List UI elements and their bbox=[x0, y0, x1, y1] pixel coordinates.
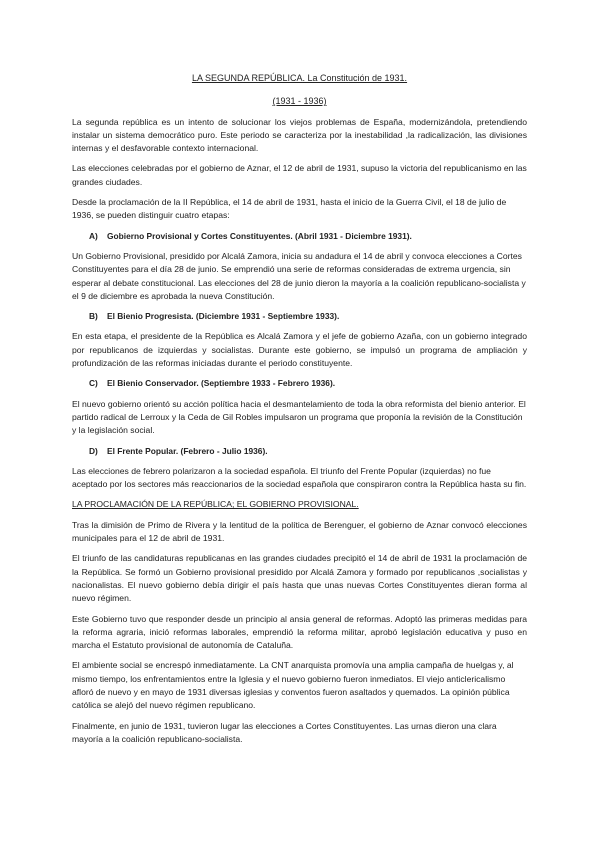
stage-letter: C) bbox=[89, 378, 98, 389]
section-paragraph: Tras la dimisión de Primo de Rivera y la lentitud de la política de Berenguer, el gobierno de Aznar convocó elecciones municipales para el 12 de abril de 1931. bbox=[72, 519, 527, 544]
stage-paragraph: En esta etapa, el presidente de la República es Alcalá Zamora y el jefe de gobierno Azaña, con un gobierno integrado por republicanos de izquierdas y socialistas. Durante este gobierno, se impulsó un programa de ampliación y profundización de las reformas iniciadas durante el periodo constituyente. bbox=[72, 331, 527, 369]
stage-title: Gobierno Provisional y Cortes Constituyentes. (Abril 1931 - Diciembre 1931). bbox=[107, 230, 412, 241]
stage-heading bbox=[72, 445, 527, 458]
stage-title: El Frente Popular. (Febrero - Julio 1936). bbox=[107, 445, 268, 456]
intro-paragraph: Las elecciones celebradas por el gobierno de Aznar, el 12 de abril de 1931, supuso la victoria del republicanismo en las grandes ciudades. bbox=[72, 163, 527, 187]
stage-heading bbox=[72, 377, 527, 390]
stage-letter: D) bbox=[89, 445, 98, 456]
stage-letter: A) bbox=[89, 230, 98, 241]
stage-heading bbox=[72, 230, 527, 243]
section-heading: LA PROCLAMACIÓN DE LA REPÚBLICA; EL GOBIERNO PROVISIONAL. bbox=[72, 499, 359, 510]
document-page bbox=[72, 72, 527, 753]
stage-paragraph: El nuevo gobierno orientó su acción política hacia el desmantelamiento de toda la obra reformista del bienio anterior. El partido radical de Lerroux y la Ceda de Gil Robles impulsaron un programa que proponía la revisión de la Constitución y la legislación social. bbox=[72, 398, 526, 436]
section-paragraph: Este Gobierno tuvo que responder desde un principio al ansia general de reformas. Adoptó las primeras medidas para la reforma agraria, inició reformas laborales, emprendió la reforma militar, aprobó legislación educativa y puso en marcha el Estatuto provisional de autonomía de Cataluña. bbox=[72, 613, 527, 651]
stage-letter: B) bbox=[89, 311, 98, 322]
stage-title: El Bienio Conservador. (Septiembre 1933 - Febrero 1936). bbox=[107, 378, 336, 389]
stage-heading bbox=[72, 310, 527, 323]
stage-title: El Bienio Progresista. (Diciembre 1931 - Septiembre 1933). bbox=[107, 311, 340, 322]
intro-paragraph: La segunda república es un intento de solucionar los viejos problemas de España, modernizándola, pretendiendo instalar un sistema democrático puro. Este periodo se caracteriza por la inestabilidad ,la radicalización, las divisiones internas y el desfavorable contexto internacional. bbox=[72, 116, 527, 154]
section-paragraph: Finalmente, en junio de 1931, tuvieron lugar las elecciones a Cortes Constituyentes. Las urnas dieron una clara mayoría a la coalición republicano-socialista. bbox=[72, 720, 497, 744]
intro-paragraph: Desde la proclamación de la II República, el 14 de abril de 1931, hasta el inicio de la Guerra Civil, el 18 de julio de 1936, se pueden distinguir cuatro etapas: bbox=[72, 197, 507, 221]
document-title: LA SEGUNDA REPÚBLICA. La Constitución de 1931. bbox=[191, 73, 408, 83]
section-paragraph: El ambiente social se encrespó inmediatamente. La CNT anarquista promovía una amplia campaña de huelgas y, al mismo tiempo, los enfrentamientos entre la Iglesia y el nuevo gobierno fueron inmediatos. El viejo anticlericalismo afloró de nuevo y en mayo de 1931 diversas iglesias y conventos fueron asaltados y quemados. La opinión pública católica se alejó del nuevo régimen republicano. bbox=[72, 660, 514, 711]
document-dates: (1931 - 1936) bbox=[272, 96, 327, 107]
stage-paragraph: Las elecciones de febrero polarizaron a la sociedad española. El triunfo del Frente Popular (izquierdas) no fue aceptado por los sectores más reaccionarios de la sociedad española que conspiraron contra la República hasta su fin. bbox=[72, 465, 527, 490]
section-paragraph: El triunfo de las candidaturas republicanas en las grandes ciudades precipitó el 14 de abril de 1931 la proclamación de la República. Se formó un Gobierno provisional presidido por Alcalá Zamora y formado por republicanos ,socialistas y nacionalistas. El nuevo gobierno debía dirigir el país hasta que unas nuevas Cortes Constituyentes dieran forma al nuevo régimen. bbox=[72, 553, 527, 604]
stage-paragraph: Un Gobierno Provisional, presidido por Alcalá Zamora, inicia su andadura el 14 de abril y convoca elecciones a Cortes Constituyentes para el día 28 de junio. Se emprendió una serie de reformas consideradas de extrema urgencia, sin esperar al debate constitucional. Las elecciones del 28 de junio dieron la mayoría a la coalición republicano-socialista y el 9 de diciembre es aprobada la nueva Constitución. bbox=[72, 250, 526, 301]
